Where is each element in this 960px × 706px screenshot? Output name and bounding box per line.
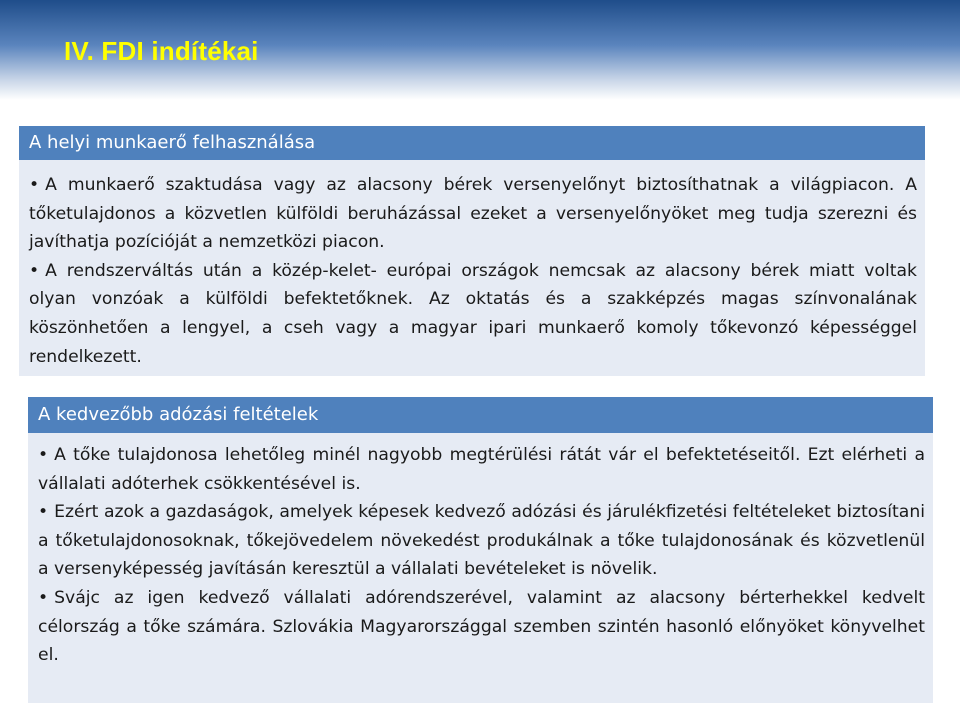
bullet-icon: • (29, 260, 40, 281)
paragraph-text: A rendszerváltás után a közép-kelet- európai országok nemcsak az alacsony bérek miatt voltak olyan vonzóak a külföldi befektetőknek. Az oktatás és a szakképzés magas színvonalának köszönhetően a lengyel, a cseh vagy a magyar ipari munkaerő komoly tőkevonzó képességgel rendelkezett. (29, 260, 917, 367)
paragraph-text: A tőke tulajdonosa lehetőleg minél nagyobb megtérülési rátát vár el befektetéseitől. Ezt elérheti a vállalati adóterhek csökkentésével is. (38, 445, 925, 494)
paragraph-text: A munkaerő szaktudása vagy az alacsony bérek versenyelőnyt biztosíthatnak a világpiacon. A tőketulajdonos a közvetlen külföldi beruházással ezeket a versenyelőnyöket meg tudja szerezni és javíthatja pozícióját a nemzetközi piacon. (29, 175, 917, 253)
bullet-paragraph (38, 498, 925, 584)
bullet-paragraph (38, 584, 925, 670)
section-local-labor (19, 126, 925, 376)
section-body (38, 441, 925, 670)
section-body (29, 171, 917, 371)
paragraph-text: Svájc az igen kedvező vállalati adórendszerével, valamint az alacsony bérterhekkel kedvelt célország a tőke számára. Szlovákia Magyarországgal szemben szintén hasonló előnyöket könyvelhet el. (38, 587, 925, 666)
paragraph-text: Ezért azok a gazdaságok, amelyek képesek kedvező adózási és járulékfizetési feltételeket biztosítani a tőketulajdonosoknak, tőkejövedelem növekedést produkálnak a tőke tulajdonosának és közvetlenül a versenyképesség javításán keresztül a vállalati bevételeket is növelik. (38, 502, 925, 580)
bullet-icon: • (38, 445, 49, 465)
bullet-paragraph (38, 441, 925, 498)
bullet-icon: • (29, 175, 40, 195)
bullet-paragraph (29, 171, 917, 257)
section-heading: A kedvezőbb adózási feltételek (28, 397, 933, 433)
section-tax-conditions (28, 397, 933, 703)
bullet-icon: • (38, 502, 49, 523)
bullet-paragraph (29, 257, 917, 371)
bullet-icon: • (38, 587, 49, 608)
section-heading: A helyi munkaerő felhasználása (19, 126, 925, 160)
slide-title: IV. FDI indítékai (64, 36, 259, 66)
